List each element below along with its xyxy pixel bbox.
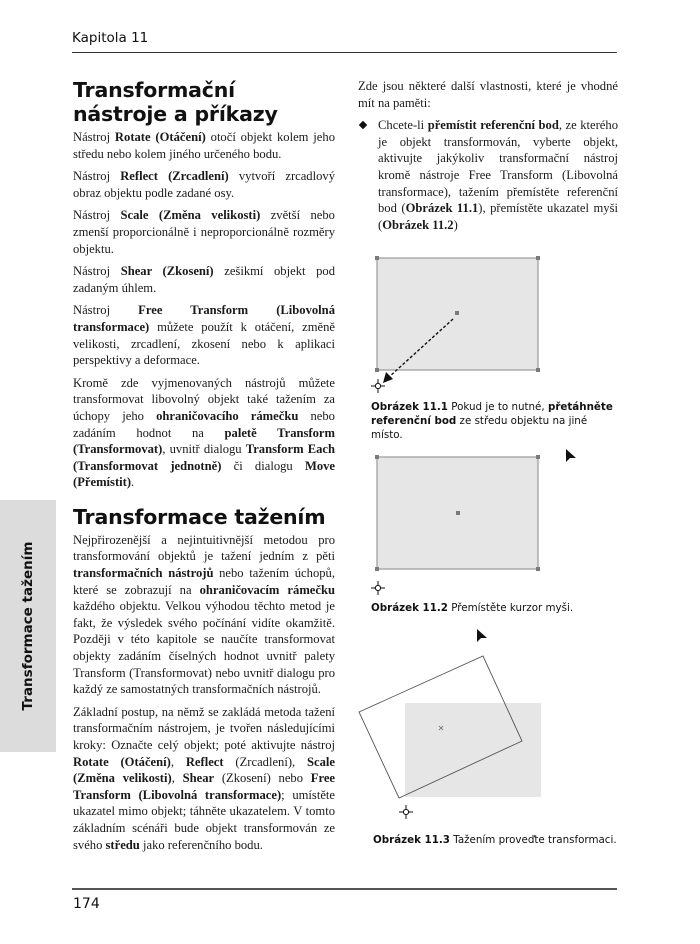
body-paragraph: Kromě zde vyjmenovaných nástrojů můžete transformovat libovolný objekt také tažením za úchopy jeho ohraničovacího rámečku nebo zadáním hodnot na paletě Transform (Transformovat), uvnitř dialogu Transform Each (Transformovat jednotně) či dialogu Move (Přemístit).	[73, 375, 336, 490]
bullet-text: Chcete-li přemístit referenční bod, ze kterého je objekt transformován, vyberte objekt, aktivujte jakýkoliv transformační nástroj kromě nástroje Free Transform (Libovolná transformace), tažením přemístěte referenční bod (Obrázek 11.1), přemístěte ukazatel myši (Obrázek 11.2)	[378, 118, 618, 232]
center-point	[455, 311, 459, 315]
reference-point-crosshair-icon	[371, 379, 385, 393]
right-column	[358, 78, 618, 233]
footer-rule	[72, 888, 617, 890]
intro-paragraph: Zde jsou některé další vlastnosti, které je vhodné mít na paměti:	[358, 79, 618, 110]
figure-label: Obrázek 11.2	[371, 602, 448, 614]
body-paragraph: Základní postup, na němž se zakládá metoda tažení transformačním nástrojem, je tvořen následujícími kroky: Označte celý objekt; poté aktivujte nástroj Rotate (Otáčení), Reflect (Zrcadlení), Scale (Změna velikosti), Shear (Zkosení) nebo Free Transform (Libovolná transformace); umístěte ukazatel mimo objekt; táhněte ukazatelem. V tomto základním scénáři bude objekt transformován ze svého středu jako referenčního bodu.	[73, 704, 336, 852]
figure-label: Obrázek 11.1	[371, 401, 448, 413]
figure-label: Obrázek 11.3	[373, 834, 450, 846]
side-tab-label: Transformace tažením	[20, 541, 36, 711]
original-object-rectangle	[405, 703, 541, 797]
running-header	[72, 28, 617, 53]
bullet-item	[358, 117, 618, 233]
reference-point-crosshair-icon	[399, 805, 413, 819]
body-paragraph: Nástroj Shear (Zkosení) zešikmí objekt pod zadaným úhlem.	[73, 264, 335, 295]
center-point	[456, 511, 460, 515]
paragraphs-tools	[73, 129, 335, 491]
figure-11-2	[360, 440, 580, 600]
body-paragraph: Nástroj Scale (Změna velikosti) zvětší nebo zmenší proporcionálně i neproporcionálně rozměry objektu.	[73, 208, 335, 256]
figure-11-2-caption: Obrázek 11.2 Přemístěte kurzor myši.	[371, 602, 574, 614]
figure-11-3-caption: Obrázek 11.3 Tažením proveďte transformaci.	[373, 834, 617, 846]
figure-11-1-caption: Obrázek 11.1 Pokud je to nutné, přetáhněte referenční bod ze středu objektu na jiné místo.	[371, 401, 613, 441]
diamond-bullet-icon	[359, 121, 367, 129]
body-paragraph: Nejpřirozenější a nejintuitivnější metodou pro transformování objektů je tažení jedním z pěti transformačních nástrojů nebo tažením úchopů, které se zobrazují na ohraničovacím rámečku každého objektu. Velkou výhodou těchto metod je fakt, že výsledek svého počínání vidíte okamžitě. Později v této kapitole se naučíte transformovat objekty zadáním číselných hodnot uvnitř palety Transform (Transformovat) nebo uvnitř dialogu pro každý ze samostatných transformačních nástrojů.	[73, 532, 335, 697]
mouse-cursor-icon	[477, 629, 487, 642]
body-paragraph: Nástroj Free Transform (Libovolná transformace) můžete použít k otáčení, změně velikosti, zrcadlení, zkosení nebo k aplikaci perspektivy a deformace.	[73, 303, 335, 368]
paragraphs-drag	[73, 532, 335, 853]
reference-point-crosshair-icon	[371, 581, 385, 595]
chapter-title: Kapitola 11	[72, 30, 149, 46]
arrowhead-icon	[383, 372, 393, 383]
body-paragraph: Nástroj Rotate (Otáčení) otočí objekt kolem jeho středu nebo kolem jiného určeného bodu.	[73, 130, 335, 161]
side-thumb-tab	[0, 500, 56, 752]
section-heading-tools: Transformační nástroje a příkazy	[73, 78, 278, 126]
body-paragraph: Nástroj Reflect (Zrcadlení) vytvoří zrcadlový obraz objektu podle zadané osy.	[73, 169, 335, 200]
page-number: 174	[73, 896, 100, 912]
mouse-cursor-icon	[566, 449, 576, 462]
left-column	[73, 78, 335, 859]
section-heading-drag: Transformace tažením	[73, 504, 326, 529]
figure-11-3	[355, 625, 555, 825]
figure-11-1	[360, 245, 560, 395]
